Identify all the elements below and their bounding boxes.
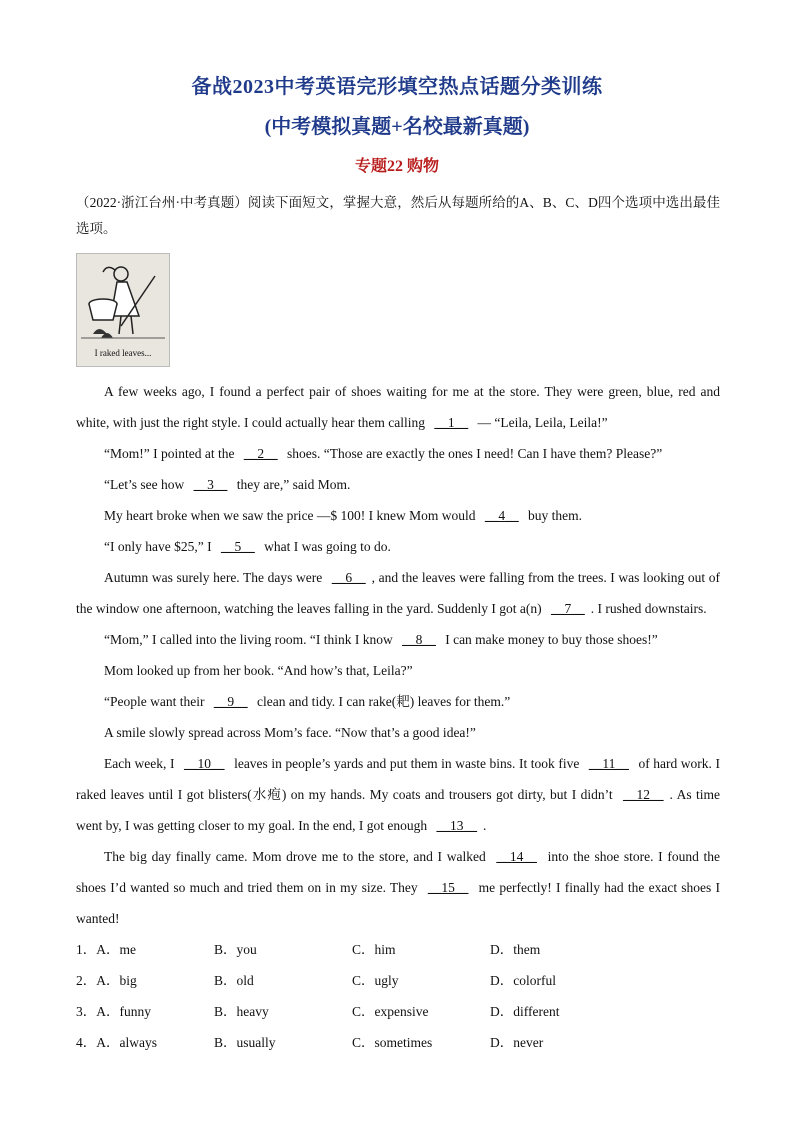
blank-number: __13__: [436, 818, 478, 833]
passage-paragraph: [76, 748, 720, 841]
option-b: [214, 996, 352, 1027]
passage-text: . I rushed downstairs.: [590, 601, 707, 616]
question-row: [76, 996, 720, 1027]
passage-paragraph: [76, 531, 720, 562]
option-text: B．heavy: [214, 1004, 269, 1019]
passage-paragraph: [76, 686, 720, 717]
passage-text: “Mom!” I pointed at the: [104, 446, 238, 461]
passage-text: they are,” said Mom.: [233, 477, 351, 492]
passage-text: what I was going to do.: [260, 539, 391, 554]
option-text: D．different: [490, 1004, 560, 1019]
option-d: [490, 996, 628, 1027]
option-b: [214, 934, 352, 965]
passage-paragraph: [76, 655, 720, 686]
passage-text: “Let’s see how: [104, 477, 188, 492]
question-number: 1．: [76, 942, 97, 957]
passage-text: “Mom,” I called into the living room. “I think I know: [104, 632, 397, 647]
passage-text: clean and tidy. I can rake(耙) leaves for them.”: [253, 694, 511, 709]
reading-passage: [76, 376, 720, 934]
passage-text: A smile slowly spread across Mom’s face. “Now that’s a good idea!”: [104, 725, 476, 740]
passage-paragraph: [76, 376, 720, 438]
option-c: [352, 1027, 490, 1058]
option-c: [352, 965, 490, 996]
option-text: A．me: [96, 942, 136, 957]
option-text: B．usually: [214, 1035, 276, 1050]
option-text: D．them: [490, 942, 541, 957]
blank-number: __7__: [551, 601, 585, 616]
option-text: A．always: [96, 1035, 157, 1050]
question-number: 2．: [76, 973, 97, 988]
document-title: 备战2023中考英语完形填空热点话题分类训练: [191, 76, 603, 98]
option-c: [352, 996, 490, 1027]
blank-number: __9__: [213, 694, 248, 709]
passage-text: “People want their: [104, 694, 208, 709]
document-subtitle: (中考模拟真题+名校最新真题): [264, 116, 530, 138]
topic-heading: 专题22 购物: [354, 158, 439, 175]
blank-number: __12__: [623, 787, 664, 802]
passage-text: into the shoe store. I found the shoes I’d wanted so much and tried them on in my size. They: [76, 849, 721, 895]
passage-text: , and the leaves were falling from the trees. I was looking out of the window one afternoon, watching the leaves falling in the yard. Suddenly I got a(n): [76, 570, 721, 616]
passage-text: — “Leila, Leila, Leila!”: [474, 415, 608, 430]
passage-paragraph: [76, 438, 720, 469]
passage-paragraph: [76, 562, 720, 624]
blank-number: __2__: [243, 446, 278, 461]
passage-text: My heart broke when we saw the price —$ 100! I knew Mom would: [104, 508, 479, 523]
option-text: C．ugly: [352, 973, 399, 988]
blank-number: __10__: [184, 756, 225, 771]
passage-text: me perfectly! I finally had the exact shoes I wanted!: [76, 880, 720, 926]
option-text: A．funny: [96, 1004, 151, 1019]
option-c: [352, 934, 490, 965]
passage-paragraph: [76, 717, 720, 748]
passage-paragraph: [76, 624, 720, 655]
passage-text: leaves in people’s yards and put them in waste bins. It took five: [230, 756, 583, 771]
blank-number: __1__: [434, 415, 469, 430]
option-a: [76, 1027, 214, 1058]
passage-paragraph: [76, 500, 720, 531]
passage-paragraph: [76, 841, 720, 934]
blank-number: __3__: [193, 477, 228, 492]
blank-number: __5__: [220, 539, 255, 554]
passage-text: buy them.: [524, 508, 583, 523]
illustration-caption: I raked leaves...: [94, 348, 152, 358]
option-text: A．big: [96, 973, 137, 988]
option-text: D．never: [490, 1035, 544, 1050]
option-b: [214, 1027, 352, 1058]
blank-number: __14__: [496, 849, 537, 864]
blank-number: __8__: [402, 632, 436, 647]
passage-text: shoes. “Those are exactly the ones I need! Can I have them? Please?”: [283, 446, 663, 461]
passage-text: Mom looked up from her book. “And how’s that, Leila?”: [104, 663, 413, 678]
blank-number: __4__: [484, 508, 519, 523]
option-b: [214, 965, 352, 996]
option-d: [490, 934, 628, 965]
blank-number: __15__: [427, 880, 469, 895]
passage-text: “I only have $25,” I: [104, 539, 215, 554]
option-a: [76, 965, 214, 996]
option-a: [76, 996, 214, 1027]
question-row: [76, 934, 720, 965]
passage-text: A few weeks ago, I found a perfect pair of shoes waiting for me at the store. They were green, blue, red and white, with just the right style. I could actually hear them calling: [76, 384, 720, 430]
instructions: （2022·浙江台州·中考真题）阅读下面短文，掌握大意，然后从每题所给的A、B、C、D四个选项中选出最佳选项。: [76, 195, 720, 236]
question-row: [76, 965, 720, 996]
option-text: C．sometimes: [352, 1035, 433, 1050]
girl-raking-leaves-drawing: [77, 254, 169, 366]
passage-text: Each week, I: [104, 756, 179, 771]
blank-number: __6__: [331, 570, 366, 585]
answer-options: [76, 934, 720, 1058]
blank-number: __11__: [588, 756, 629, 771]
story-illustration: [76, 253, 170, 367]
option-d: [490, 965, 628, 996]
question-number: 3．: [76, 1004, 97, 1019]
option-text: C．him: [352, 942, 396, 957]
passage-text: I can make money to buy those shoes!”: [441, 632, 658, 647]
passage-text: .: [483, 818, 487, 833]
option-text: B．you: [214, 942, 257, 957]
passage-text: The big day finally came. Mom drove me to the store, and I walked: [104, 849, 491, 864]
passage-text: Autumn was surely here. The days were: [104, 570, 326, 585]
question-number: 4．: [76, 1035, 97, 1050]
option-a: [76, 934, 214, 965]
passage-paragraph: [76, 469, 720, 500]
passage-text: of hard work. I raked leaves until I got blisters(水疱) on my hands. My coats and trousers got dirty, but I didn’t: [76, 756, 720, 802]
option-d: [490, 1027, 628, 1058]
option-text: D．colorful: [490, 973, 556, 988]
option-text: C．expensive: [352, 1004, 429, 1019]
question-row: [76, 1027, 720, 1058]
option-text: B．old: [214, 973, 254, 988]
passage-text: . As time went by, I was getting closer to my goal. In the end, I got enough: [76, 787, 720, 833]
